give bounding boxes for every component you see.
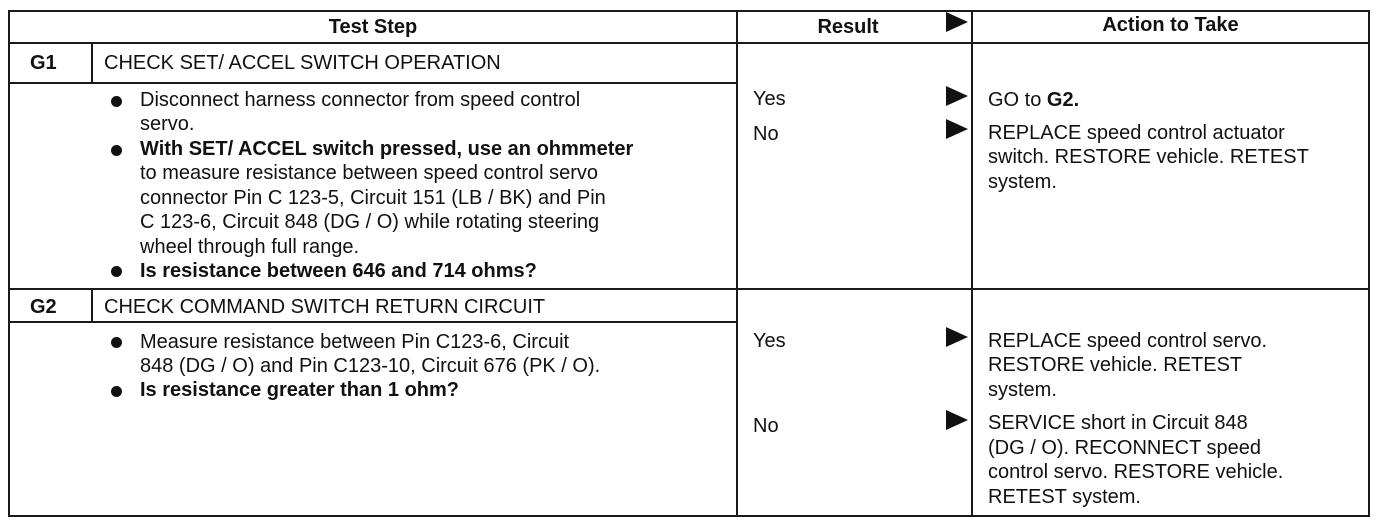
g1-bullet-1-line-2: servo. (140, 113, 195, 135)
bullet-icon (111, 266, 122, 277)
g1-bullet-3-question: Is resistance between 646 and 714 ohms? (140, 260, 537, 282)
g2-no-action-line-4: RETEST system. (988, 486, 1141, 508)
g1-yes-action (988, 88, 1079, 113)
step-id-divider-g1 (91, 43, 93, 83)
g2-no-action-line-3: control servo. RESTORE vehicle. (988, 461, 1284, 483)
g1-no-action-line-1: REPLACE speed control actuator (988, 122, 1285, 144)
result-action-divider (971, 10, 973, 517)
step-title-g2: CHECK COMMAND SWITCH RETURN CIRCUIT (104, 296, 546, 318)
g1-title-border (8, 82, 737, 84)
g2-yes-arrow-icon (946, 327, 968, 347)
bullet-icon (111, 145, 122, 156)
g1-result-yes: Yes (753, 88, 786, 110)
g1-yes-action-target: G2. (1046, 89, 1080, 111)
header-arrow-icon (946, 12, 968, 32)
bullet-icon (111, 386, 122, 397)
g2-no-arrow-icon (946, 410, 968, 430)
g2-title-border (8, 321, 737, 323)
g1-bullet-2-line-3: connector Pin C 123-5, Circuit 151 (LB / BK) and Pin (140, 187, 606, 209)
bullet-icon (111, 96, 122, 107)
step-id-divider-g2 (91, 289, 93, 322)
g1-no-arrow-icon (946, 119, 968, 139)
g2-no-action-line-2: (DG / O). RECONNECT speed (988, 437, 1262, 459)
g2-result-no: No (753, 415, 779, 437)
g1-bullet-2-line-1 (140, 137, 633, 162)
g1-bullet-2-bold: With SET/ ACCEL switch pressed, use an ohmmeter (140, 138, 634, 160)
g2-bullet-2-question: Is resistance greater than 1 ohm? (140, 379, 460, 401)
header-test-step: Test Step (328, 16, 418, 38)
header-bottom-border (8, 42, 1370, 44)
step-title-g1: CHECK SET/ ACCEL SWITCH OPERATION (104, 52, 501, 74)
g1-result-no: No (753, 123, 779, 145)
g1-yes-arrow-icon (946, 86, 968, 106)
g2-no-action-line-1: SERVICE short in Circuit 848 (988, 412, 1248, 434)
g1-bullet-2-line-2: to measure resistance between speed control servo (140, 162, 599, 184)
g2-yes-action-line-3: system. (988, 379, 1057, 401)
g1-bullet-2-line-5: wheel through full range. (140, 236, 360, 258)
header-result: Result (817, 16, 879, 38)
g2-yes-action-line-1: REPLACE speed control servo. (988, 330, 1268, 352)
step-id-g2: G2 (30, 296, 57, 318)
bullet-icon (111, 337, 122, 348)
table-right-border (1368, 10, 1370, 517)
header-action: Action to Take (1102, 14, 1239, 36)
g1-yes-action-prefix: GO to (988, 89, 1047, 111)
g1-g2-divider (8, 288, 1370, 290)
g2-bullet-1-line-1: Measure resistance between Pin C123-6, Circuit (140, 331, 570, 353)
g2-yes-action-line-2: RESTORE vehicle. RETEST (988, 354, 1243, 376)
step-id-g1: G1 (30, 52, 57, 74)
g1-no-action-line-2: switch. RESTORE vehicle. RETEST (988, 146, 1309, 168)
g2-result-yes: Yes (753, 330, 786, 352)
table-left-border (8, 10, 10, 517)
g2-bullet-1-line-2: 848 (DG / O) and Pin C123-10, Circuit 676 (PK / O). (140, 355, 601, 377)
table-bottom-border (8, 515, 1370, 517)
g1-bullet-1-line-1: Disconnect harness connector from speed control (140, 89, 581, 111)
test-step-result-divider (736, 10, 738, 517)
g1-bullet-2-line-4: C 123-6, Circuit 848 (DG / O) while rotating steering (140, 211, 600, 233)
g1-no-action-line-3: system. (988, 171, 1057, 193)
